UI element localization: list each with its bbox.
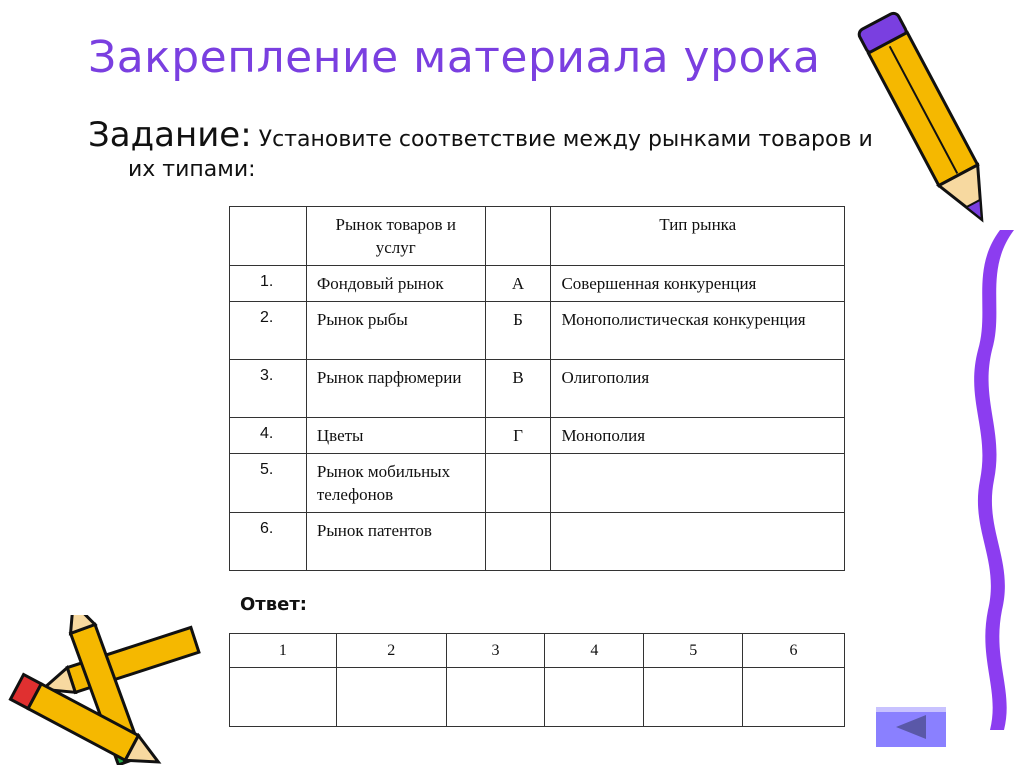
answer-input-row — [230, 668, 845, 727]
row-letter: Г — [485, 418, 551, 454]
row-number: 5. — [230, 454, 307, 513]
answer-column-4: 4 — [545, 634, 644, 668]
row-type: Совершенная конкуренция — [551, 266, 845, 302]
answer-cell-4[interactable] — [545, 668, 644, 727]
answer-cell-6[interactable] — [743, 668, 845, 727]
row-type — [551, 513, 845, 571]
answer-cell-5[interactable] — [644, 668, 743, 727]
row-letter: Б — [485, 302, 551, 360]
answer-column-5: 5 — [644, 634, 743, 668]
row-number: 4. — [230, 418, 307, 454]
answer-cell-2[interactable] — [336, 668, 446, 727]
row-letter: В — [485, 360, 551, 418]
header-market: Рынок товаров и услуг — [306, 207, 485, 266]
row-letter: А — [485, 266, 551, 302]
answer-column-6: 6 — [743, 634, 845, 668]
table-row — [230, 302, 845, 360]
row-number: 2. — [230, 302, 307, 360]
row-market: Фондовый рынок — [306, 266, 485, 302]
answer-cell-3[interactable] — [446, 668, 545, 727]
table-row — [230, 454, 845, 513]
answer-column-3: 3 — [446, 634, 545, 668]
row-number: 1. — [230, 266, 307, 302]
task-text-line2: их типами: — [128, 157, 256, 182]
answer-cell-1[interactable] — [230, 668, 337, 727]
task-label: Задание: — [88, 115, 252, 155]
table-row — [230, 513, 845, 571]
row-letter — [485, 513, 551, 571]
task-text-line1: Установите соответствие между рынками товаров и — [251, 127, 873, 152]
ribbon-decoration-icon — [960, 230, 1024, 730]
row-market: Рынок патентов — [306, 513, 485, 571]
back-arrow-button[interactable] — [876, 707, 946, 747]
row-market: Рынок парфюмерии — [306, 360, 485, 418]
table-row — [230, 418, 845, 454]
slide-title: Закрепление материала урока — [88, 32, 821, 83]
row-type: Монополистическая конкуренция — [551, 302, 845, 360]
answer-table — [229, 633, 845, 727]
row-market: Цветы — [306, 418, 485, 454]
row-number: 6. — [230, 513, 307, 571]
answer-column-2: 2 — [336, 634, 446, 668]
header-type: Тип рынка — [551, 207, 845, 266]
answer-column-1: 1 — [230, 634, 337, 668]
row-number: 3. — [230, 360, 307, 418]
pencils-bottom-left-icon — [0, 615, 210, 765]
row-type: Олигополия — [551, 360, 845, 418]
table-row — [230, 360, 845, 418]
row-letter — [485, 454, 551, 513]
row-type: Монополия — [551, 418, 845, 454]
table-header-row — [230, 207, 845, 266]
header-empty-cell — [485, 207, 551, 266]
header-empty-cell — [230, 207, 307, 266]
row-market: Рынок мобильных телефонов — [306, 454, 485, 513]
task-statement — [88, 115, 928, 187]
row-type — [551, 454, 845, 513]
matching-table — [229, 206, 845, 571]
row-market: Рынок рыбы — [306, 302, 485, 360]
pencil-top-right-icon — [855, 0, 1005, 245]
table-row — [230, 266, 845, 302]
answer-header-row — [230, 634, 845, 668]
answer-label: Ответ: — [240, 594, 307, 615]
